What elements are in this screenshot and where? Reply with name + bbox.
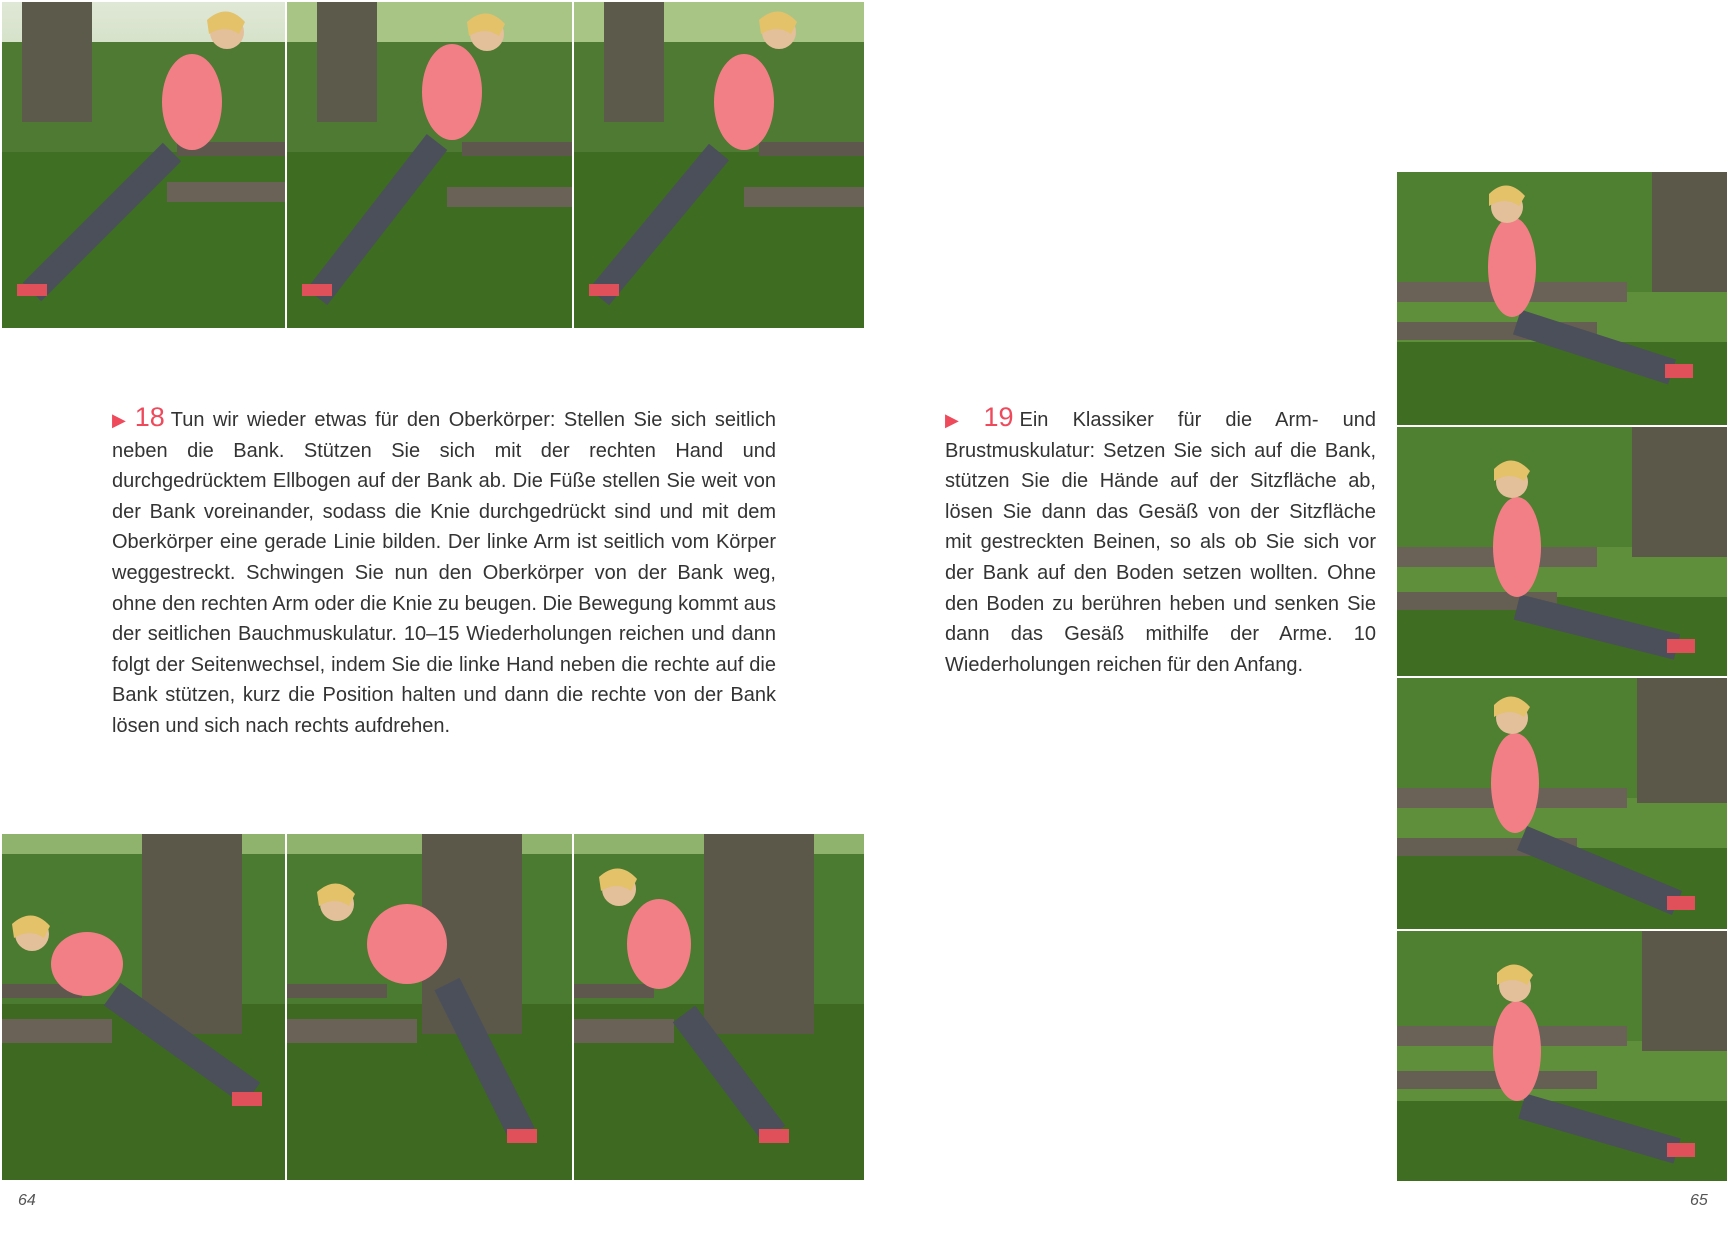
exercise-description: Ein Klassiker für die Arm- und Brustmuskulatur: Setzen Sie sich auf die Bank, stützen Sie die Hände auf der Sitzfläche ab, lösen Sie dann das Gesäß von der Sitzfläche mit gestreckten Beinen, so als ob Sie sich vor der Bank auf den Boden setzen wollten. Ohne den Boden zu berühren heben und senken Sie dann das Gesäß mithilfe der Arme. 10 Wiederholungen reichen für den Anfang.	[945, 409, 1377, 676]
exercise-19-photo-3	[1397, 678, 1727, 929]
exercise-18-text-block	[112, 402, 776, 742]
exercise-number: 18	[134, 402, 165, 432]
exercise-19-photo-4	[1397, 931, 1727, 1181]
exercise-18-photo-1	[2, 2, 285, 328]
exercise-18-photo-2	[287, 2, 572, 328]
exercise-19-photo-1	[1397, 172, 1727, 425]
exercise-number: 19	[983, 402, 1014, 432]
exercise-18-photo-4	[2, 834, 285, 1180]
exercise-18-photo-5	[287, 834, 572, 1180]
right-page	[864, 0, 1728, 1237]
page-number-right: 65	[1690, 1192, 1708, 1209]
exercise-19-text-block	[945, 402, 1376, 680]
exercise-description: Tun wir wieder etwas für den Oberkörper: Stellen Sie sich seitlich neben die Bank. Stützen Sie sich mit der rechten Hand und durchgedrücktem Ellbogen auf der Bank ab. Die Füße stellen Sie weit von der Bank voreinander, sodass die Knie durchgedrückt sind und mit dem Oberkörper eine gerade Linie bilden. Der linke Arm ist seitlich vom Körper weggestreckt. Schwingen Sie nun den Oberkörper von der Bank weg, ohne den rechten Arm oder die Knie zu beugen. Die Bewegung kommt aus der seitlichen Bauchmuskulatur. 10–15 Wiederholungen reichen und dann folgt der Seitenwechsel, indem Sie die linke Hand neben die rechte auf die Bank stützen, kurz die Position halten und dann die rechte von der Bank lösen und sich nach rechts aufdrehen.	[112, 409, 777, 737]
exercise-18-photo-6	[574, 834, 864, 1180]
exercise-19-photo-2	[1397, 427, 1727, 676]
triangle-right-icon: ▶	[945, 410, 978, 430]
page-number-left: 64	[18, 1192, 36, 1209]
exercise-18-photo-3	[574, 2, 864, 328]
triangle-right-icon: ▶	[112, 410, 129, 430]
